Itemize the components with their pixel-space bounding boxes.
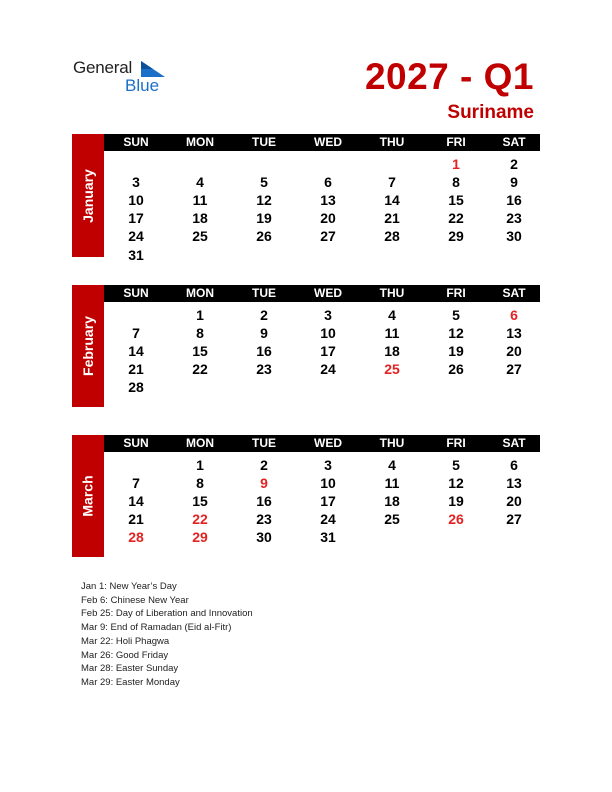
calendar-date: 17 <box>128 210 144 227</box>
calendar-date: 23 <box>256 511 272 528</box>
weekday-label: WED <box>314 135 342 149</box>
holiday-list <box>81 580 381 690</box>
calendar-date: 8 <box>452 174 460 191</box>
calendar-date: 7 <box>132 475 140 492</box>
calendar-date: 13 <box>320 192 336 209</box>
calendar-date: 11 <box>384 325 400 342</box>
weekday-label: SAT <box>502 436 526 450</box>
calendar-date: 18 <box>384 343 400 360</box>
logo-general-text: General <box>73 58 133 77</box>
calendar-date: 27 <box>320 228 336 245</box>
calendar-date: 28 <box>384 228 400 245</box>
weekday-label: FRI <box>446 286 466 300</box>
holiday-date: 28 <box>128 529 144 546</box>
holiday-date: 22 <box>192 511 208 528</box>
calendar-date: 20 <box>320 210 336 227</box>
logo-triangle-icon <box>141 61 165 77</box>
weekday-label: MON <box>186 135 214 149</box>
holiday-list-item: Feb 6: Chinese New Year <box>81 594 189 606</box>
calendar-date: 8 <box>196 325 204 342</box>
calendar-date: 29 <box>448 228 464 245</box>
weekday-header <box>104 285 540 302</box>
calendar-date: 21 <box>128 361 144 378</box>
month-grid <box>104 285 540 407</box>
calendar-date: 25 <box>384 511 400 528</box>
calendar-date: 1 <box>196 457 204 473</box>
holiday-date: 1 <box>452 156 460 172</box>
calendar-date: 24 <box>320 361 336 378</box>
calendar-date: 7 <box>132 325 140 342</box>
calendar-date: 3 <box>324 457 332 473</box>
calendar-date: 16 <box>506 192 522 209</box>
calendar-date: 30 <box>506 228 522 245</box>
month-name <box>72 435 104 557</box>
calendar-date: 25 <box>192 228 208 245</box>
calendar-date: 15 <box>448 192 464 209</box>
calendar-date: 20 <box>506 493 522 510</box>
calendar-date: 22 <box>192 361 208 378</box>
calendar-date: 17 <box>320 493 336 510</box>
calendar-date: 19 <box>256 210 272 227</box>
calendar-date: 18 <box>192 210 208 227</box>
weekday-label: WED <box>314 436 342 450</box>
weekday-label: TUE <box>252 436 276 450</box>
calendar-date: 2 <box>260 307 268 323</box>
month-grid <box>104 134 540 263</box>
calendar-date: 14 <box>384 192 400 209</box>
calendar-date: 12 <box>256 192 272 209</box>
calendar-date: 4 <box>388 307 396 323</box>
holiday-date: 29 <box>192 529 208 546</box>
calendar-date: 16 <box>256 343 272 360</box>
calendar-date: 26 <box>256 228 272 245</box>
calendar-date: 12 <box>448 475 464 492</box>
calendar-date: 26 <box>448 361 464 378</box>
calendar-date: 21 <box>128 511 144 528</box>
calendar-date: 7 <box>388 174 396 191</box>
calendar-date: 24 <box>128 228 144 245</box>
weekday-label: SAT <box>502 135 526 149</box>
calendar-date: 4 <box>388 457 396 473</box>
calendar-date: 3 <box>324 307 332 323</box>
page-title: 2027 - Q1 <box>364 56 534 97</box>
calendar-date: 24 <box>320 511 336 528</box>
calendar-date: 2 <box>510 156 518 172</box>
country-subtitle: Suriname <box>447 102 534 123</box>
calendar-date: 15 <box>192 493 208 510</box>
calendar-date: 6 <box>324 174 332 191</box>
weekday-label: SAT <box>502 286 526 300</box>
holiday-date: 26 <box>448 511 464 528</box>
calendar-date: 31 <box>128 246 144 263</box>
weekday-label: FRI <box>446 436 466 450</box>
weekday-label: MON <box>186 436 214 450</box>
weekday-label: SUN <box>123 286 149 300</box>
calendar-date: 8 <box>196 475 204 492</box>
calendar-date: 22 <box>448 210 464 227</box>
holiday-date: 9 <box>260 475 268 492</box>
logo <box>73 58 173 98</box>
calendar-date: 10 <box>320 325 336 342</box>
calendar-date: 5 <box>452 307 460 323</box>
holiday-date: 25 <box>384 361 400 378</box>
holiday-list-item: Mar 22: Holi Phagwa <box>81 635 170 647</box>
holiday-list-item: Mar 9: End of Ramadan (Eid al-Fitr) <box>81 622 232 634</box>
holiday-list-item: Mar 26: Good Friday <box>81 649 169 661</box>
weekday-header <box>104 435 540 452</box>
weekday-label: WED <box>314 286 342 300</box>
calendar-date: 30 <box>256 529 272 546</box>
weekday-label: FRI <box>446 135 466 149</box>
calendar-date: 20 <box>506 343 522 360</box>
calendar-date: 10 <box>320 475 336 492</box>
calendar-date: 21 <box>384 210 400 227</box>
calendar-date: 5 <box>452 457 460 473</box>
calendar-date: 3 <box>132 174 140 191</box>
calendar-date: 23 <box>256 361 272 378</box>
holiday-list-item: Mar 29: Easter Monday <box>81 676 180 688</box>
calendar-date: 14 <box>128 493 144 510</box>
calendar-date: 16 <box>256 493 272 510</box>
weekday-label: TUE <box>252 286 276 300</box>
calendar-date: 11 <box>192 192 208 209</box>
calendar-date: 28 <box>128 379 144 396</box>
calendar-date: 10 <box>128 192 144 209</box>
calendar-date: 18 <box>384 493 400 510</box>
logo-blue-text: Blue <box>125 76 160 95</box>
weekday-label: THU <box>379 436 405 450</box>
calendar-date: 9 <box>260 325 268 342</box>
weekday-label: MON <box>186 286 214 300</box>
weekday-label: TUE <box>252 135 276 149</box>
holiday-list-item: Mar 28: Easter Sunday <box>81 663 179 675</box>
month-name <box>72 134 104 257</box>
calendar-date: 19 <box>448 493 464 510</box>
holiday-date: 6 <box>510 307 518 323</box>
month-name-label: March <box>80 475 97 517</box>
calendar-date: 14 <box>128 343 144 360</box>
calendar-date: 17 <box>320 343 336 360</box>
calendar-date: 12 <box>448 325 464 342</box>
holiday-list-item: Feb 25: Day of Liberation and Innovation <box>81 608 253 620</box>
calendar-date: 13 <box>506 475 522 492</box>
calendar-date: 6 <box>510 457 518 473</box>
calendar-date: 23 <box>506 210 522 227</box>
calendar-date: 9 <box>510 174 518 191</box>
weekday-label: THU <box>379 135 405 149</box>
calendar-date: 11 <box>384 475 400 492</box>
calendar-date: 27 <box>506 361 522 378</box>
weekday-header <box>104 134 540 151</box>
month-grid <box>104 435 540 557</box>
calendar-date: 19 <box>448 343 464 360</box>
weekday-label: SUN <box>123 436 149 450</box>
weekday-label: THU <box>379 286 405 300</box>
month-name <box>72 285 104 407</box>
calendar-date: 31 <box>320 529 336 546</box>
calendar-date: 5 <box>260 174 268 191</box>
weekday-label: SUN <box>123 135 149 149</box>
calendar-date: 15 <box>192 343 208 360</box>
holiday-list-item: Jan 1: New Year’s Day <box>81 581 177 592</box>
month-name-label: January <box>80 168 97 223</box>
calendar-date: 2 <box>260 457 268 473</box>
calendar-date: 1 <box>196 307 204 323</box>
calendar-date: 13 <box>506 325 522 342</box>
calendar-date: 27 <box>506 511 522 528</box>
calendar-date: 4 <box>196 174 204 191</box>
month-name-label: February <box>80 316 97 376</box>
